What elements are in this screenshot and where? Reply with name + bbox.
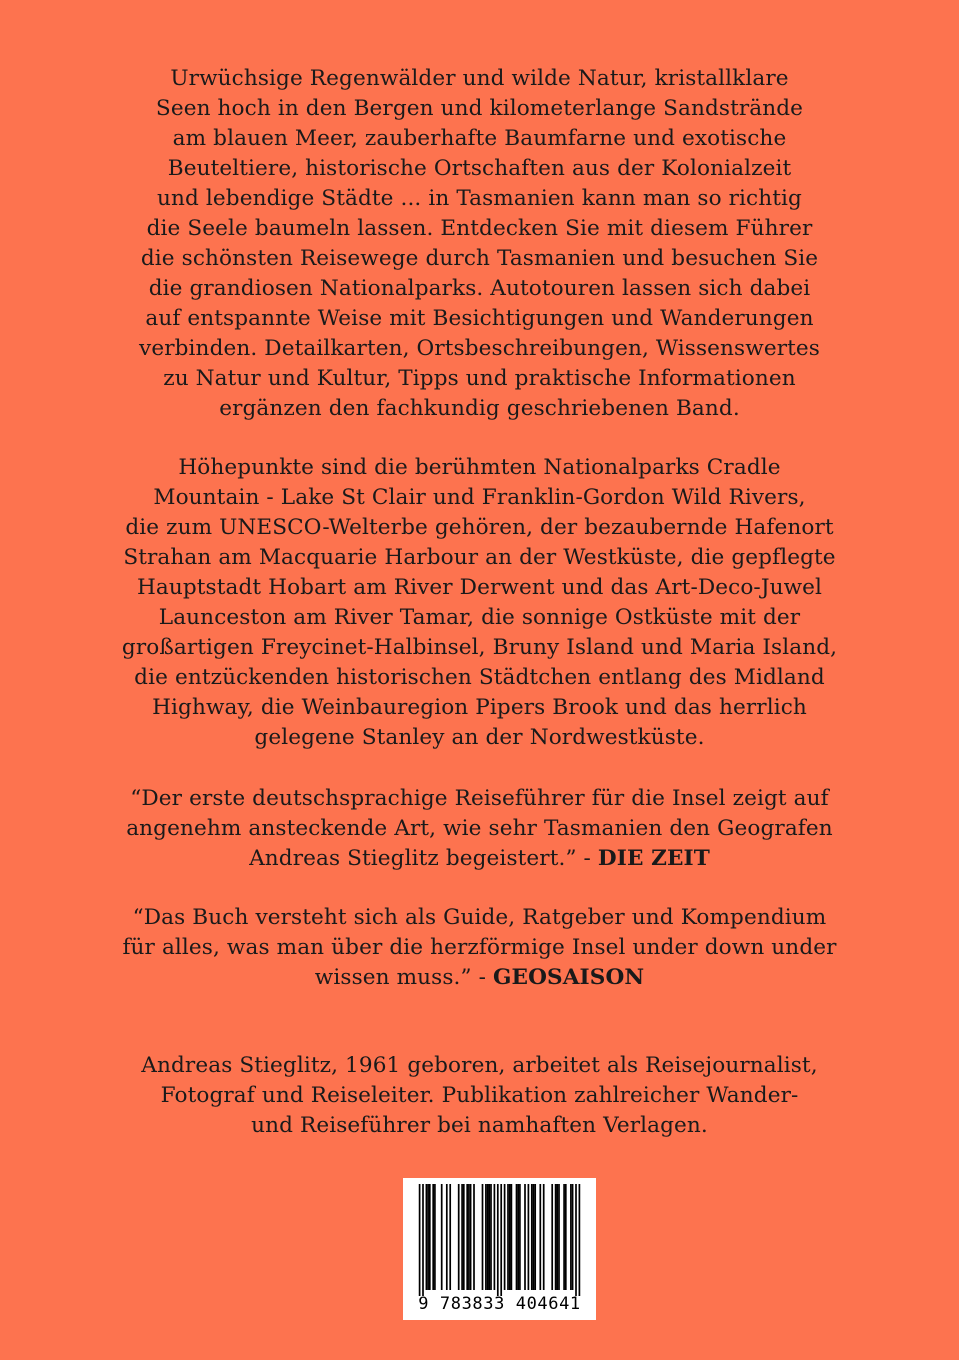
barcode-bar (461, 1184, 463, 1290)
barcode-bar (528, 1184, 530, 1290)
quote-line: angenehm ansteckende Art, wie sehr Tasmanien den Geografen (126, 816, 833, 841)
barcode-bar (555, 1184, 557, 1290)
review-quote-geosaison (88, 903, 871, 993)
barcode-bar (487, 1184, 489, 1290)
barcode-bar (579, 1184, 581, 1296)
barcode-bar (551, 1184, 553, 1290)
barcode-bar (516, 1184, 518, 1290)
highlights-line: Hauptstadt Hobart am River Derwent und das Art-Deco-Juwel (136, 575, 823, 600)
barcode-bar (446, 1184, 448, 1290)
highlights-line: die entzückenden historischen Städtchen entlang des Midland (134, 665, 825, 690)
barcode-bar (468, 1184, 470, 1290)
barcode-bar (427, 1184, 429, 1290)
description-line: auf entspannte Weise mit Besichtigungen und Wanderungen (145, 306, 814, 331)
barcode-bar (534, 1184, 536, 1290)
barcode-bar (441, 1184, 443, 1290)
author-bio-line: und Reiseführer bei namhaften Verlagen. (251, 1113, 708, 1138)
quote-line: für alles, was man über die herzförmige Insel under down under (122, 935, 837, 960)
quote-source: DIE ZEIT (597, 846, 710, 871)
description-line: Beuteltiere, historische Ortschaften aus der Kolonialzeit (167, 156, 792, 181)
highlights-line: gelegene Stanley an der Nordwestküste. (254, 725, 705, 750)
quote-text: Andreas Stieglitz begeistert.” - (249, 846, 598, 871)
barcode-bar (572, 1184, 574, 1290)
barcode-bar (531, 1184, 533, 1290)
barcode-bar (463, 1184, 465, 1290)
quote-text: wissen muss.” - (314, 965, 493, 990)
highlights-paragraph (88, 453, 871, 753)
isbn-barcode (403, 1178, 596, 1320)
barcode-bar (485, 1184, 487, 1290)
barcode-bar (434, 1184, 436, 1290)
barcode-bar (490, 1184, 492, 1290)
barcode-bar (422, 1184, 424, 1296)
barcode-bar (458, 1184, 460, 1290)
highlights-line: die zum UNESCO-Welterbe gehören, der bezaubernde Hafenort (125, 515, 834, 540)
highlights-line: Launceston am River Tamar, die sonnige Ostküste mit der (158, 605, 801, 630)
barcode-bar (449, 1184, 451, 1290)
highlights-line: Strahan am Macquarie Harbour an der Westküste, die gepflegte (123, 545, 836, 570)
author-bio-line: Fotograf und Reiseleiter. Publikation zahlreicher Wander- (160, 1083, 799, 1108)
description-paragraph (88, 64, 871, 424)
barcode-bar (511, 1184, 513, 1290)
highlights-line: Mountain - Lake St Clair und Franklin-Gordon Wild Rivers, (153, 485, 806, 510)
description-line: die grandiosen Nationalparks. Autotouren lassen sich dabei (148, 276, 811, 301)
barcode-bar (473, 1184, 475, 1290)
barcode-bar (482, 1184, 484, 1290)
author-bio (88, 1051, 871, 1141)
barcode-bar (575, 1184, 577, 1296)
barcode-bar (565, 1184, 567, 1290)
barcode-bar (558, 1184, 560, 1290)
barcode-bar (519, 1184, 521, 1290)
barcode-bar (509, 1184, 511, 1290)
barcode-number: 9 783833 404641 (418, 1294, 581, 1314)
barcode-bar (507, 1184, 509, 1290)
barcode-bar (524, 1184, 526, 1290)
barcode-bar (504, 1184, 506, 1290)
description-line: verbinden. Detailkarten, Ortsbeschreibungen, Wissenswertes (139, 336, 820, 361)
description-line: die schönsten Reisewege durch Tasmanien und besuchen Sie (140, 246, 819, 271)
highlights-line: großartigen Freycinet-Halbinsel, Bruny Island und Maria Island, (121, 635, 838, 660)
barcode-bar (543, 1184, 545, 1290)
description-line: am blauen Meer, zauberhafte Baumfarne und exotische (172, 126, 787, 151)
quote-line-last (88, 844, 871, 874)
description-line: und lebendige Städte ... in Tasmanien kann man so richtig (157, 186, 802, 211)
quote-line: “Das Buch versteht sich als Guide, Ratgeber und Kompendium (132, 905, 827, 930)
quote-source: GEOSAISON (492, 965, 645, 990)
description-line: zu Natur und Kultur, Tipps und praktische Informationen (163, 366, 796, 391)
quote-line-last (88, 963, 871, 993)
barcode-bar (497, 1184, 499, 1296)
barcode-bar (494, 1184, 496, 1290)
author-bio-line: Andreas Stieglitz, 1961 geboren, arbeitet als Reisejournalist, (141, 1053, 818, 1078)
description-line: ergänzen den fachkundig geschriebenen Band. (219, 396, 740, 421)
highlights-line: Highway, die Weinbauregion Pipers Brook und das herrlich (152, 695, 807, 720)
barcode-bar (539, 1184, 541, 1290)
barcode-bar (426, 1184, 428, 1290)
barcode-bar (419, 1184, 421, 1296)
description-line: die Seele baumeln lassen. Entdecken Sie mit diesem Führer (146, 216, 813, 241)
barcode-bar (470, 1184, 472, 1290)
barcode-bar (533, 1184, 535, 1290)
barcode-bar (466, 1184, 468, 1290)
barcode-bar (556, 1184, 558, 1290)
barcode-bar (570, 1184, 572, 1290)
highlights-line: Höhepunkte sind die berühmten Nationalparks Cradle (178, 455, 781, 480)
description-line: Seen hoch in den Bergen und kilometerlange Sandstrände (155, 96, 804, 121)
quote-line: “Der erste deutschsprachige Reiseführer für die Insel zeigt auf (130, 786, 829, 811)
description-line: Urwüchsige Regenwälder und wilde Natur, kristallklare (170, 66, 789, 91)
barcode-bar (429, 1184, 431, 1290)
review-quote-zeit (88, 784, 871, 874)
barcode-bar (432, 1184, 434, 1290)
barcode-bar (500, 1184, 502, 1296)
barcode-bar (517, 1184, 519, 1290)
barcode-bar (488, 1184, 490, 1290)
barcode-bar (563, 1184, 565, 1290)
